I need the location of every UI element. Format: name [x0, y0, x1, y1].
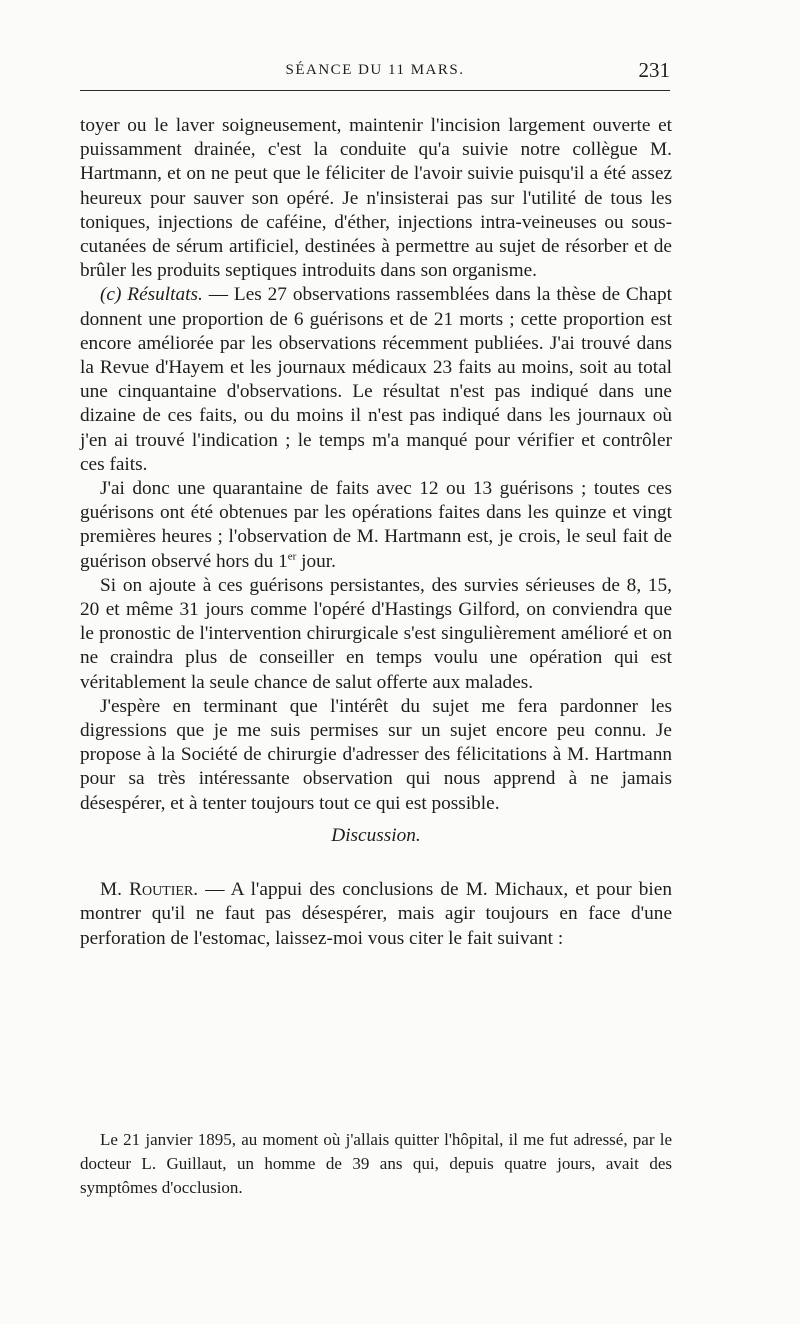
section-label-results: (c) Résultats.	[100, 284, 203, 306]
paragraph-4: Si on ajoute à ces guérisons persistantes, des survies sérieuses de 8, 15, 20 et même 31 jours comme l'opéré d'Hastings Gilford, on conviendra que le pronostic de l'intervention chirurgicale s'est singulièrement amélioré et on ne craindra plus de conseiller en temps voulu une opération qui est véritablement la seule chance de salut offerte aux malades.	[80, 574, 672, 693]
paragraph-3-text: J'ai donc une quarantaine de faits avec 12 ou 13 guérisons ; toutes ces guérisons ont été obtenues par les opérations faites dans les quinze et vingt premières heures ; l'observation de M. Hartmann est, je crois, le seul fait de guérison observé hors du 1	[80, 478, 672, 572]
paragraph-1: toyer ou le laver soigneusement, maintenir l'incision largement ouverte et puissamment drainée, c'est la conduite qu'a suivie notre collègue M. Hartmann, et on ne peut que le féliciter de l'avoir suivie puisqu'il a été assez heureux pour sauver son opéré. Je n'insisterai pas sur l'utilité de tous les toniques, injections de caféine, d'éther, injections intra-veineuses ou sous-cutanées de sérum artificiel, destinées à permettre au sujet de résorber et de brûler les produits septiques introduits dans son organisme.	[80, 115, 672, 282]
paragraph-6-text: — A l'appui des conclusions de M. Michaux, et pour bien montrer qu'il ne faut pas désespérer, mais agir toujours en face d'une perforation de l'estomac, laissez-moi vous citer le fait suivant :	[80, 879, 672, 949]
case-report	[80, 1128, 672, 1200]
paragraph-3	[80, 477, 672, 574]
main-text	[80, 114, 672, 951]
ordinal-superscript: er	[287, 550, 297, 563]
speaker-name: M. Routier.	[100, 879, 199, 901]
paragraph-6	[80, 878, 672, 951]
paragraph-7: Le 21 janvier 1895, au moment où j'allais quitter l'hôpital, il me fut adressé, par le docteur L. Guillaut, un homme de 39 ans qui, depuis quatre jours, avait des symptômes d'occlusion.	[80, 1130, 672, 1197]
page-header	[80, 60, 670, 91]
running-title: SÉANCE DU 11 MARS.	[285, 62, 465, 78]
discussion-heading: Discussion.	[331, 824, 421, 846]
paragraph-2	[80, 283, 672, 477]
page-number: 231	[638, 58, 670, 82]
paragraph-5: J'espère en terminant que l'intérêt du sujet me fera pardonner les digressions que je me suis permises sur un sujet encore peu connu. Je propose à la Société de chirurgie d'adresser des félicitations à M. Hartmann pour sa très intéressante observation qui nous apprend à ne jamais désespérer, et à tenter toujours tout ce qui est possible.	[80, 695, 672, 814]
paragraph-2-text: — Les 27 observations rassemblées dans la thèse de Chapt donnent une proportion de 6 guérisons et de 21 morts ; cette proportion est encore améliorée par les observations récemment publiées. J'ai trouvé dans la Revue d'Hayem et les journaux médicaux 23 faits au moins, soit au total une cinquantaine d'observations. Le résultat n'est pas indiqué dans une dizaine de ces faits, ou du moins il n'est pas indiqué dans les journaux où j'en ai trouvé l'indication ; le temps m'a manqué pour vérifier et contrôler ces faits.	[80, 284, 672, 475]
paragraph-3-end: jour.	[296, 550, 336, 572]
